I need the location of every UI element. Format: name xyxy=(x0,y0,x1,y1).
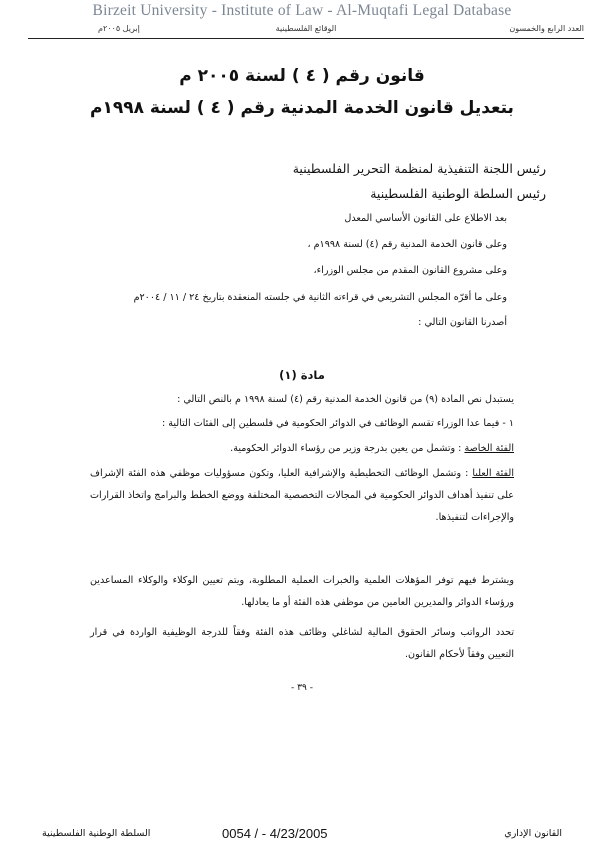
article-intro: يستبدل نص المادة (٩) من قانون الخدمة المدنية رقم (٤) لسنة ١٩٩٨ م بالنص التالي : xyxy=(177,394,514,405)
higher-category-paragraph xyxy=(90,463,514,529)
running-head xyxy=(28,24,584,38)
issue-date: إبريل ٢٠٠٥م xyxy=(98,24,140,33)
issue-number: العدد الرابع والخمسون xyxy=(509,24,584,33)
law-title: قانون رقم ( ٤ ) لسنة ٢٠٠٥ م xyxy=(179,66,425,86)
header-rule xyxy=(28,38,584,39)
preamble-ref-civil-service-law: وعلى قانون الخدمة المدنية رقم (٤) لسنة ١٩٩٨م ، xyxy=(307,239,507,250)
preamble-ref-draft-law: وعلى مشروع القانون المقدم من مجلس الوزراء، xyxy=(313,265,507,276)
law-subtitle: بتعديل قانون الخدمة المدنية رقم ( ٤ ) لسنة ١٩٩٨م xyxy=(90,98,514,118)
issuer-line-2: رئيس السلطة الوطنية الفلسطينية xyxy=(370,186,546,201)
article-item-1: ١ - فيما عدا الوزراء تقسم الوظائف في الدوائر الحكومية في فلسطين إلى الفئات التالية : xyxy=(161,418,514,429)
article-heading: مادة (١) xyxy=(279,368,325,382)
preamble-issuance: أصدرنا القانون التالي : xyxy=(418,317,507,328)
preamble-ref-council-approval: وعلى ما أقرّه المجلس التشريعي في قراءته الثانية في جلسته المنعقدة بتاريخ ٢٤ / ١١ / ٢٠٠٤م xyxy=(133,292,507,303)
special-category-text: : وتشمل من يعين بدرجة وزير من رؤساء الدوائر الحكومية. xyxy=(230,443,462,454)
higher-category-label: الفئة العليا xyxy=(472,468,514,479)
salary-paragraph: تحدد الرواتب وسائر الحقوق المالية لشاغلي وظائف هذه الفئة وفقاً للدرجة الوظيفية الواردة في قرار التعيين وفقاً لأحكام القانون. xyxy=(90,627,514,660)
footer-category: القانون الإداري xyxy=(504,828,562,839)
footer-reference: 0054 / - 4/23/2005 xyxy=(222,826,328,841)
conditions-paragraph: ويشترط فيهم توفر المؤهلات العلمية والخبرات العملية المطلوبة، ويتم تعيين الوكلاء والوكلاء المساعدين ورؤساء الدوائر والمديرين العامين من موظفي هذه الفئة أو ما يعادلها. xyxy=(90,575,514,608)
database-header: Birzeit University - Institute of Law - Al-Muqtafi Legal Database xyxy=(92,2,512,19)
issuer-line-1: رئيس اللجنة التنفيذية لمنظمة التحرير الفلسطينية xyxy=(292,161,546,176)
gazette-name: الوقائع الفلسطينية xyxy=(275,24,337,33)
higher-category-text: : وتشمل الوظائف التخطيطية والإشرافية العليا، وتكون مسؤوليات موظفي هذه الفئة الإشراف على تنفيذ أهداف الدوائر الحكومية في المجالات التخصصية المختلفة ووضع الخطط والبرامج واتخاذ القرارات والإجراءات لتنفيذها. xyxy=(90,468,514,523)
page-number: - ٣٩ - xyxy=(291,683,313,693)
preamble-ref-basic-law: بعد الاطلاع على القانون الأساسي المعدل xyxy=(344,213,507,224)
special-category-paragraph xyxy=(90,438,514,460)
footer-authority: السلطة الوطنية الفلسطينية xyxy=(42,828,151,839)
special-category-label: الفئة الخاصة xyxy=(464,443,514,454)
